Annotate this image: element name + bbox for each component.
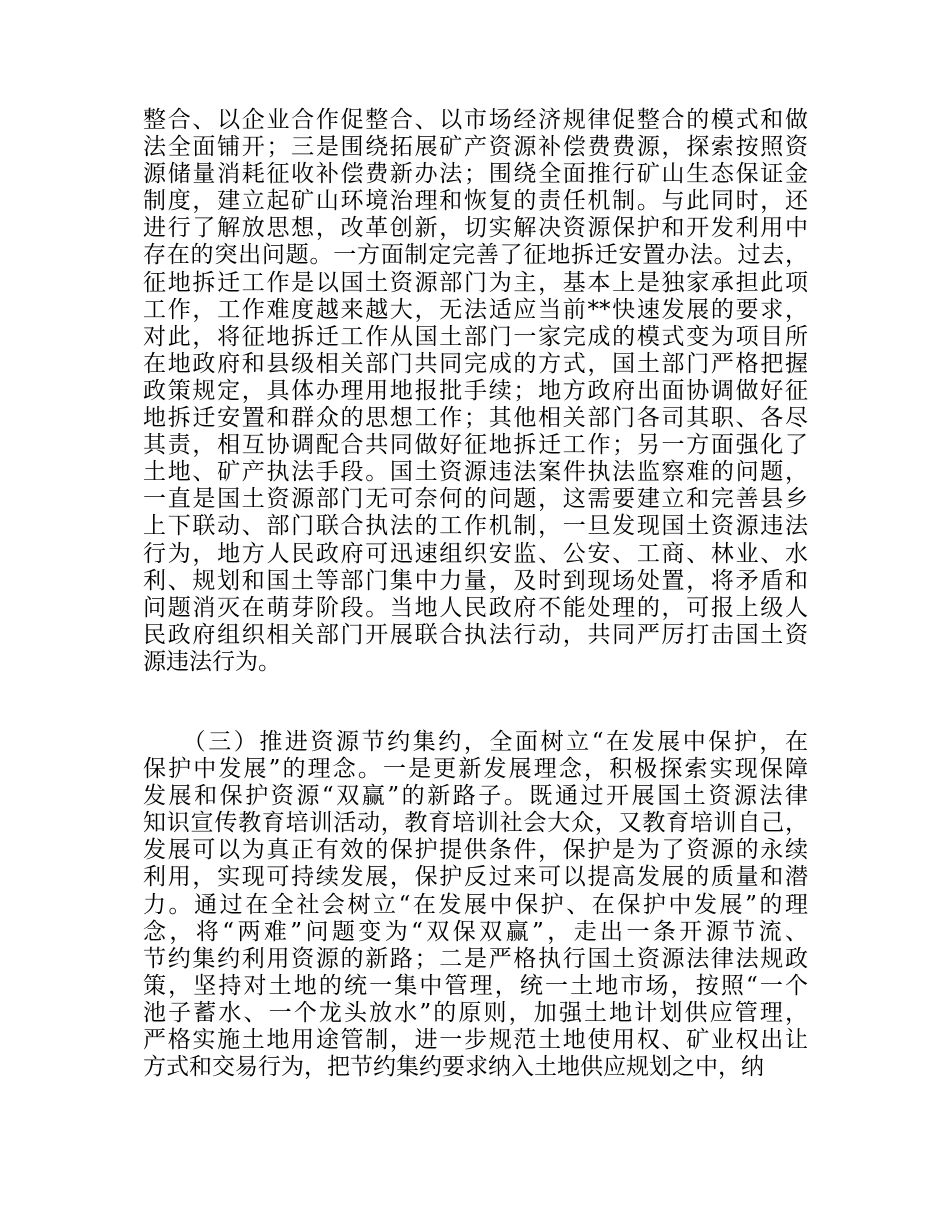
text-line: 方式和交易行为，把节约集约要求纳入土地供应规划之中，纳 <box>143 1054 764 1081</box>
text-line: 存在的突出问题。一方面制定完善了征地拆迁安置办法。过去， <box>143 242 808 269</box>
text-line: 源违法行为。 <box>143 648 281 675</box>
text-line: 发展可以为真正有效的保护提供条件，保护是为了资源的永续 <box>143 837 808 864</box>
text-line: 对此，将征地拆迁工作从国土部门一家完成的模式变为项目所 <box>143 323 808 350</box>
text-line: 利、规划和国土等部门集中力量，及时到现场处置，将矛盾和 <box>143 567 808 594</box>
text-line: 整合、以企业合作促整合、以市场经济规律促整合的模式和做 <box>143 107 808 133</box>
text-line: 力。通过在全社会树立“在发展中保护、在保护中发展”的理 <box>143 891 808 918</box>
text-line: 节约集约利用资源的新路；二是严格执行国土资源法律法规政 <box>143 945 808 972</box>
text-line: 保护中发展”的理念。一是更新发展理念，积极探索实现保障 <box>143 756 808 783</box>
text-line: 行为，地方人民政府可迅速组织安监、公安、工商、林业、水 <box>143 540 808 567</box>
body-paragraph-2 <box>143 729 808 1081</box>
text-line: 工作，工作难度越来越大，无法适应当前**快速发展的要求， <box>143 296 808 323</box>
text-line: 源储量消耗征收补偿费新办法；围绕全面推行矿山生态保证金 <box>143 161 808 188</box>
text-line: 制度，建立起矿山环境治理和恢复的责任机制。与此同时，还 <box>143 188 808 215</box>
text-line: 知识宣传教育培训活动，教育培训社会大众，又教育培训自己， <box>143 810 808 837</box>
text-line: 池子蓄水、一个龙头放水”的原则，加强土地计划供应管理， <box>143 999 808 1026</box>
text-line: 上下联动、部门联合执法的工作机制，一旦发现国土资源违法 <box>143 513 808 540</box>
text-line: 民政府组织相关部门开展联合执法行动，共同严厉打击国土资 <box>143 621 808 648</box>
text-line: 政策规定，具体办理用地报批手续；地方政府出面协调做好征 <box>143 377 808 404</box>
text-line: 在地政府和县级相关部门共同完成的方式，国土部门严格把握 <box>143 350 808 377</box>
text-line: （三）推进资源节约集约，全面树立“在发展中保护，在 <box>143 729 808 755</box>
text-line: 土地、矿产执法手段。国土资源违法案件执法监察难的问题， <box>143 459 808 486</box>
text-line: 利用，实现可持续发展，保护反过来可以提高发展的质量和潜 <box>143 864 808 891</box>
text-line: 进行了解放思想，改革创新，切实解决资源保护和开发利用中 <box>143 215 808 242</box>
text-line: 地拆迁安置和群众的思想工作；其他相关部门各司其职、各尽 <box>143 405 808 432</box>
text-line: 发展和保护资源“双赢”的新路子。既通过开展国土资源法律 <box>143 783 808 810</box>
text-line: 征地拆迁工作是以国土资源部门为主，基本上是独家承担此项 <box>143 269 808 296</box>
text-line: 策，坚持对土地的统一集中管理，统一土地市场，按照“一个 <box>143 972 808 999</box>
text-line: 念，将“两难”问题变为“双保双赢”，走出一条开源节流、 <box>143 918 808 945</box>
text-line: 问题消灭在萌芽阶段。当地人民政府不能处理的，可报上级人 <box>143 594 808 621</box>
text-line: 严格实施土地用途管制，进一步规范土地使用权、矿业权出让 <box>143 1027 808 1054</box>
text-line: 一直是国土资源部门无可奈何的问题，这需要建立和完善县乡 <box>143 486 808 513</box>
text-line: 法全面铺开；三是围绕拓展矿产资源补偿费费源，探索按照资 <box>143 134 808 161</box>
body-paragraph-1 <box>143 107 808 676</box>
text-line: 其责，相互协调配合共同做好征地拆迁工作；另一方面强化了 <box>143 432 808 459</box>
